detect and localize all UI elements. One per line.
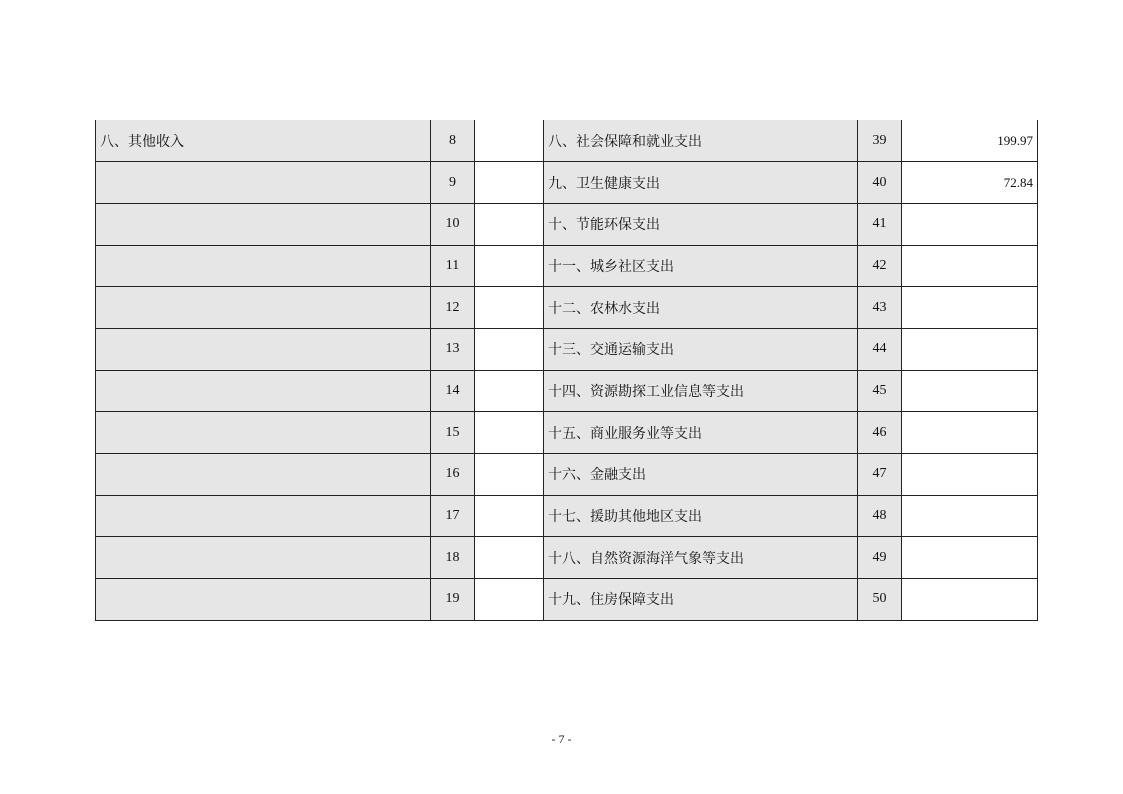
income-amount-cell [475, 537, 544, 579]
income-amount-cell [475, 287, 544, 329]
income-item-cell [96, 454, 431, 496]
expense-line-cell: 43 [858, 287, 902, 329]
expense-line-cell: 42 [858, 245, 902, 287]
income-line-cell: 12 [431, 287, 475, 329]
income-line-cell: 11 [431, 245, 475, 287]
expense-amount-cell [902, 370, 1038, 412]
table-row [96, 495, 1038, 537]
expense-item-cell: 九、卫生健康支出 [544, 162, 858, 204]
table-row [96, 537, 1038, 579]
expense-item-cell: 十一、城乡社区支出 [544, 245, 858, 287]
income-line-cell: 8 [431, 120, 475, 162]
expense-amount-cell [902, 203, 1038, 245]
table-row [96, 579, 1038, 621]
expense-item-cell: 十三、交通运输支出 [544, 328, 858, 370]
expense-line-cell: 48 [858, 495, 902, 537]
table-row [96, 412, 1038, 454]
expense-line-cell: 46 [858, 412, 902, 454]
table-row [96, 370, 1038, 412]
page-number: - 7 - [551, 732, 572, 746]
budget-table [95, 120, 1038, 621]
income-item-cell [96, 162, 431, 204]
income-line-cell: 15 [431, 412, 475, 454]
income-item-cell [96, 245, 431, 287]
income-line-cell: 16 [431, 454, 475, 496]
table-row [96, 120, 1038, 162]
expense-line-cell: 44 [858, 328, 902, 370]
expense-line-cell: 39 [858, 120, 902, 162]
income-line-cell: 9 [431, 162, 475, 204]
income-line-cell: 19 [431, 579, 475, 621]
table-row [96, 328, 1038, 370]
table-row [96, 162, 1038, 204]
income-amount-cell [475, 245, 544, 287]
income-line-cell: 18 [431, 537, 475, 579]
budget-table-body [96, 120, 1038, 620]
expense-item-cell: 十六、金融支出 [544, 454, 858, 496]
expense-amount-cell: 72.84 [902, 162, 1038, 204]
expense-item-cell: 十二、农林水支出 [544, 287, 858, 329]
expense-line-cell: 40 [858, 162, 902, 204]
income-item-cell [96, 537, 431, 579]
expense-line-cell: 41 [858, 203, 902, 245]
expense-amount-cell [902, 495, 1038, 537]
income-item-cell [96, 203, 431, 245]
income-item-cell [96, 328, 431, 370]
expense-item-cell: 八、社会保障和就业支出 [544, 120, 858, 162]
income-line-cell: 10 [431, 203, 475, 245]
income-amount-cell [475, 370, 544, 412]
income-item-cell: 八、其他收入 [96, 120, 431, 162]
income-item-cell [96, 579, 431, 621]
income-amount-cell [475, 454, 544, 496]
expense-line-cell: 45 [858, 370, 902, 412]
expense-amount-cell [902, 287, 1038, 329]
expense-item-cell: 十五、商业服务业等支出 [544, 412, 858, 454]
expense-amount-cell [902, 579, 1038, 621]
income-item-cell [96, 370, 431, 412]
income-amount-cell [475, 328, 544, 370]
expense-amount-cell: 199.97 [902, 120, 1038, 162]
expense-line-cell: 49 [858, 537, 902, 579]
table-row [96, 245, 1038, 287]
expense-item-cell: 十、节能环保支出 [544, 203, 858, 245]
budget-table-container [95, 120, 1037, 621]
expense-line-cell: 50 [858, 579, 902, 621]
income-line-cell: 17 [431, 495, 475, 537]
expense-amount-cell [902, 328, 1038, 370]
income-amount-cell [475, 495, 544, 537]
expense-amount-cell [902, 412, 1038, 454]
expense-line-cell: 47 [858, 454, 902, 496]
income-item-cell [96, 287, 431, 329]
expense-amount-cell [902, 245, 1038, 287]
income-line-cell: 14 [431, 370, 475, 412]
expense-item-cell: 十八、自然资源海洋气象等支出 [544, 537, 858, 579]
income-amount-cell [475, 162, 544, 204]
income-amount-cell [475, 203, 544, 245]
income-amount-cell [475, 120, 544, 162]
table-row [96, 287, 1038, 329]
expense-amount-cell [902, 454, 1038, 496]
expense-amount-cell [902, 537, 1038, 579]
table-row [96, 454, 1038, 496]
table-row [96, 203, 1038, 245]
income-item-cell [96, 495, 431, 537]
expense-item-cell: 十四、资源勘探工业信息等支出 [544, 370, 858, 412]
income-line-cell: 13 [431, 328, 475, 370]
income-amount-cell [475, 579, 544, 621]
income-item-cell [96, 412, 431, 454]
expense-item-cell: 十七、援助其他地区支出 [544, 495, 858, 537]
expense-item-cell: 十九、住房保障支出 [544, 579, 858, 621]
income-amount-cell [475, 412, 544, 454]
